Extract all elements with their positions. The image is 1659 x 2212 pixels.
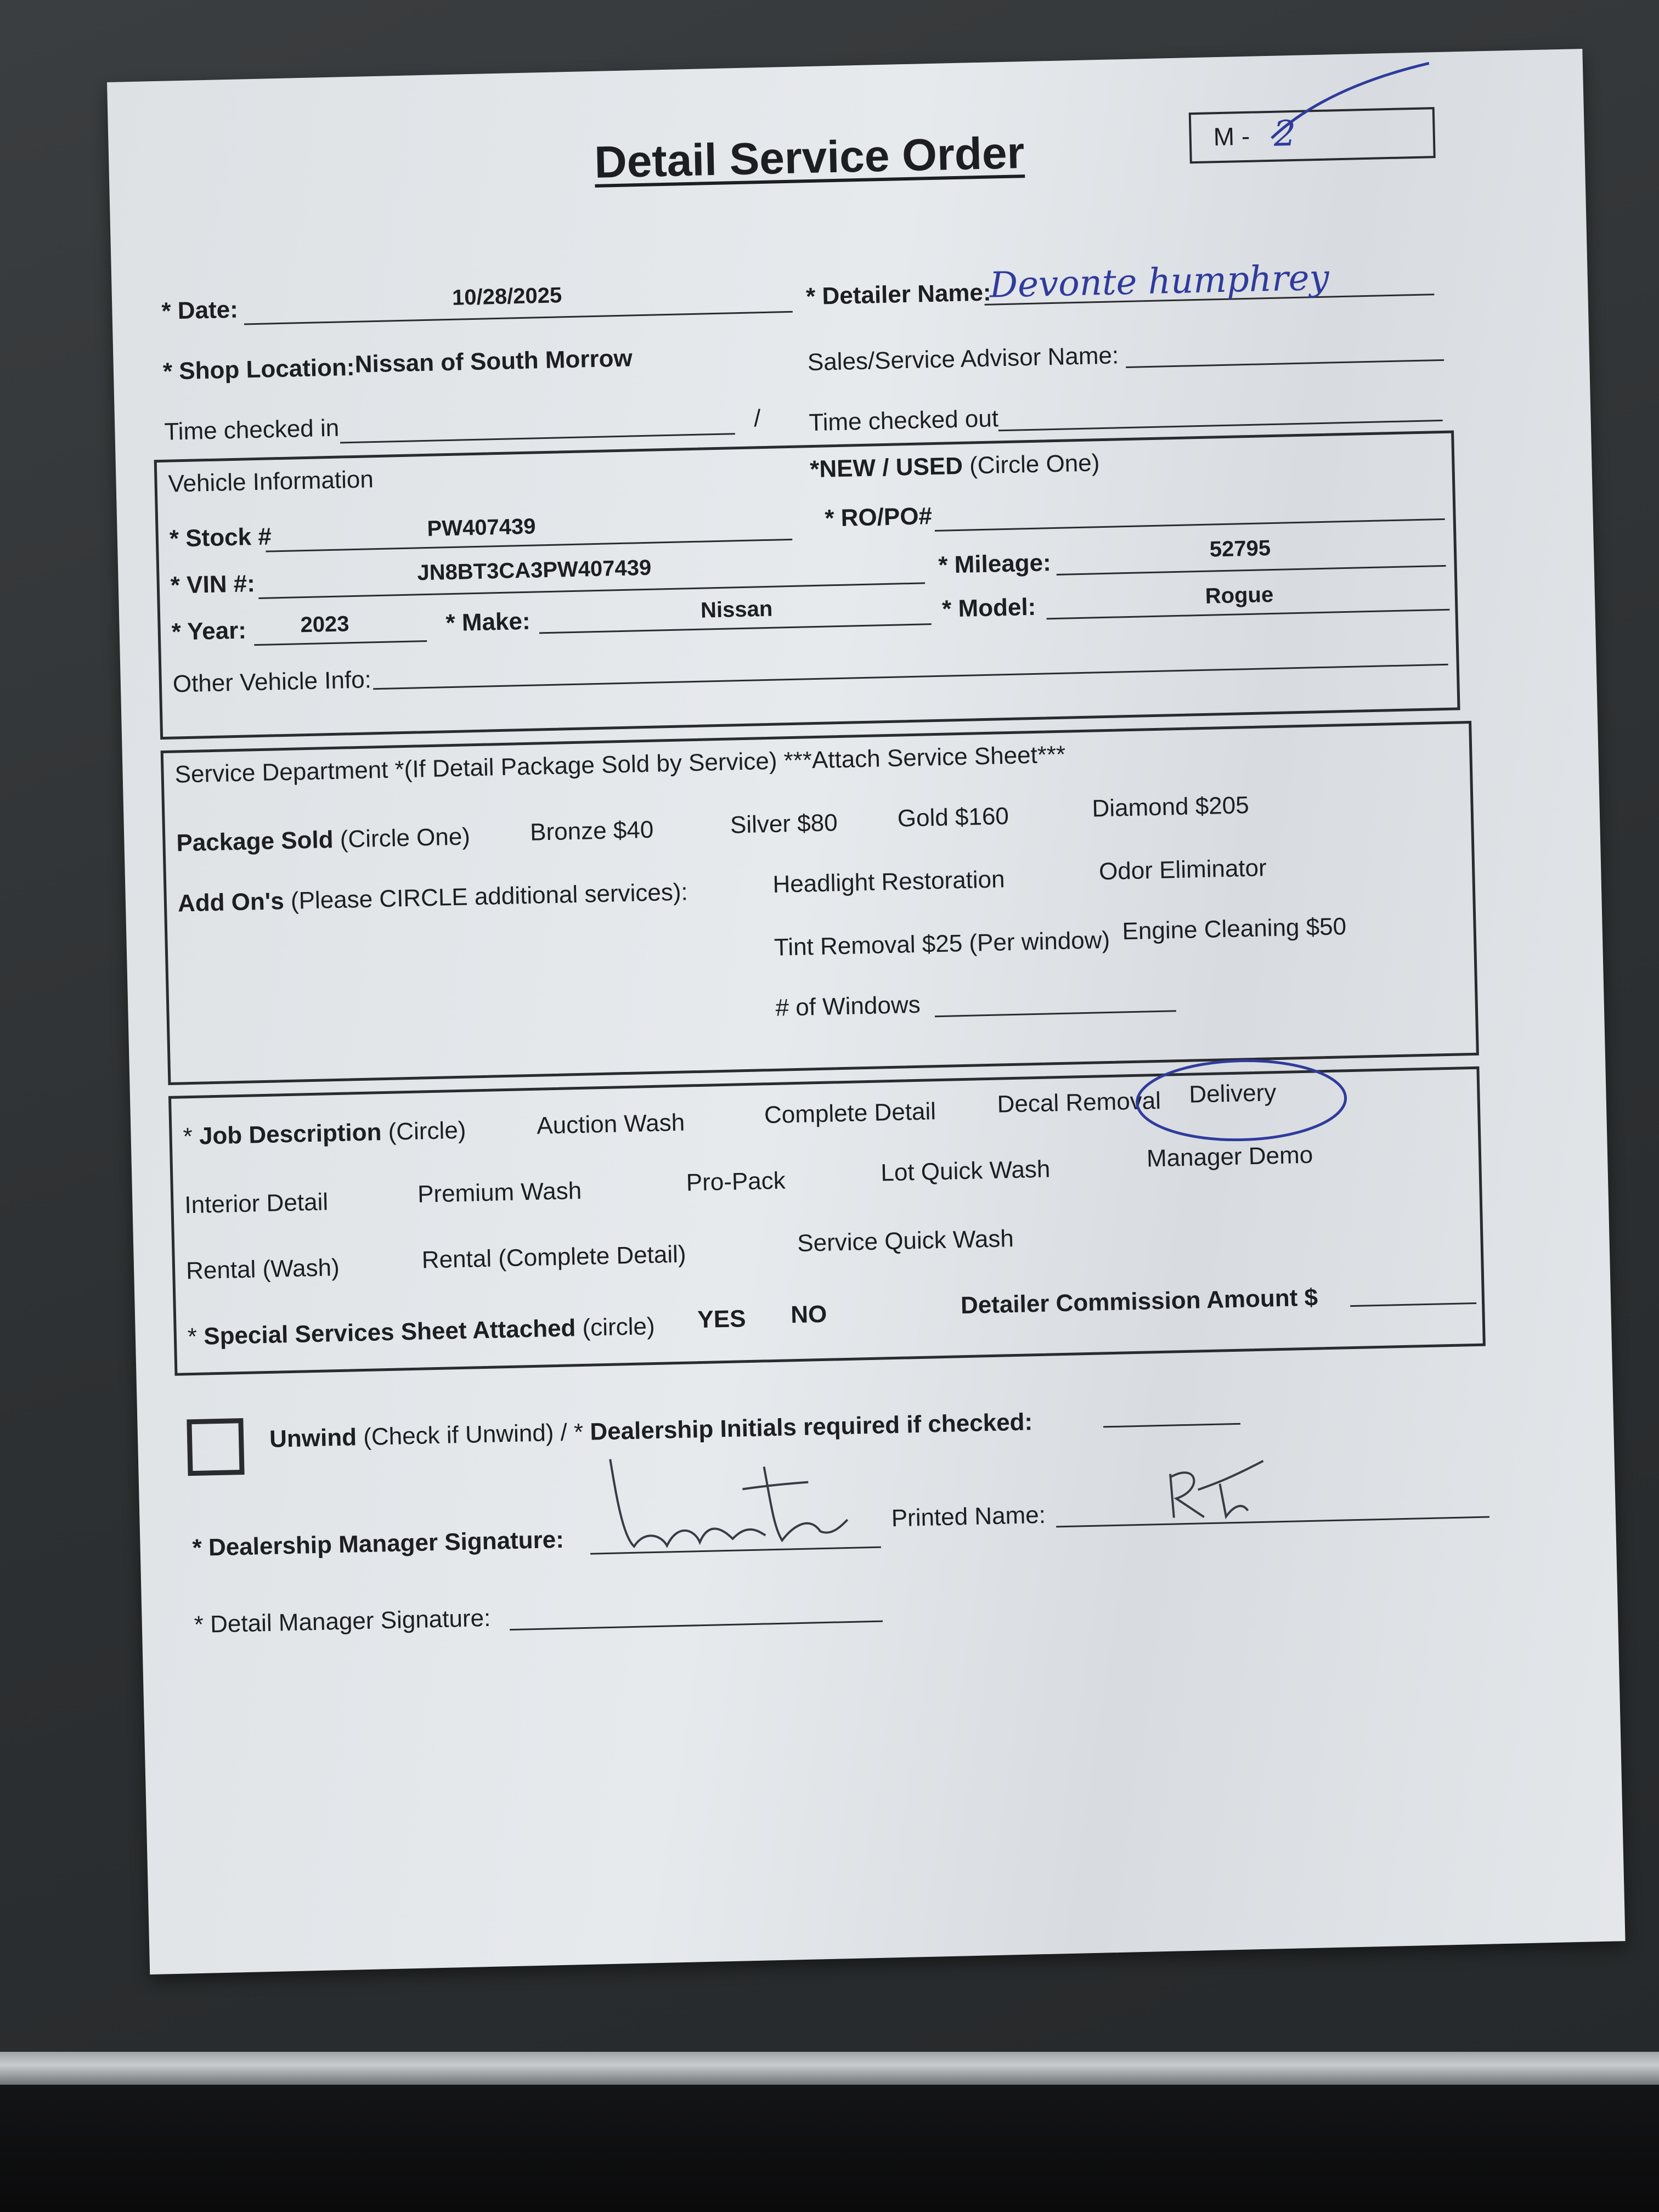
- vin-label: * VIN #:: [170, 570, 256, 599]
- shop-label: * Shop Location:: [162, 353, 355, 385]
- unwind-checkbox[interactable]: [187, 1418, 244, 1476]
- service-order-form: [107, 49, 1626, 1974]
- stock-value[interactable]: PW407439: [427, 514, 536, 541]
- other-info-label: Other Vehicle Info:: [172, 666, 372, 698]
- job-option[interactable]: Interior Detail: [184, 1188, 329, 1219]
- job-option[interactable]: Rental (Complete Detail): [421, 1240, 687, 1274]
- mileage-label: * Mileage:: [938, 549, 1052, 579]
- time-in-label: Time checked in: [163, 414, 340, 445]
- windows-label: # of Windows: [775, 991, 921, 1022]
- job-option[interactable]: Service Quick Wash: [797, 1225, 1014, 1257]
- job-label-hint: (Circle): [388, 1116, 466, 1146]
- advisor-line[interactable]: [1126, 359, 1444, 368]
- job-option[interactable]: Decal Removal: [997, 1087, 1161, 1118]
- unwind-label: [269, 1408, 1033, 1453]
- unwind-initials-line[interactable]: [1103, 1423, 1240, 1428]
- service-heading: Service Department *(If Detail Package Sold by Service) ***Attach Service Sheet***: [174, 741, 1066, 788]
- addon-option[interactable]: Odor Eliminator: [1098, 854, 1267, 885]
- detail-manager-signature-label: * Detail Manager Signature:: [194, 1604, 491, 1639]
- package-option[interactable]: Bronze $40: [529, 816, 654, 846]
- stock-label: * Stock #: [169, 523, 272, 552]
- package-option[interactable]: Diamond $205: [1091, 792, 1250, 822]
- commission-label: Detailer Commission Amount $: [960, 1284, 1318, 1319]
- time-in-line[interactable]: [340, 433, 735, 443]
- package-label-bold: Package Sold: [176, 826, 334, 857]
- manager-signature-scribble: [599, 1448, 865, 1564]
- checkmark-stroke: [1259, 52, 1436, 166]
- unwind-initials-label: Dealership Initials required if checked:: [589, 1408, 1033, 1446]
- job-option[interactable]: Premium Wash: [417, 1177, 582, 1208]
- time-separator: /: [753, 405, 761, 432]
- detail-manager-signature-line[interactable]: [510, 1621, 883, 1630]
- unwind-hint: (Check if Unwind) / *: [363, 1418, 590, 1451]
- unwind-bold: Unwind: [269, 1424, 357, 1453]
- special-yes-option[interactable]: YES: [697, 1305, 747, 1334]
- job-option[interactable]: Auction Wash: [536, 1109, 685, 1139]
- model-label: * Model:: [941, 593, 1036, 623]
- make-label: * Make:: [445, 607, 531, 637]
- addons-label-hint: (Please CIRCLE additional services):: [290, 878, 689, 915]
- printed-name-initials: [1164, 1449, 1297, 1528]
- job-option[interactable]: Rental (Wash): [185, 1254, 340, 1285]
- vehicle-heading: Vehicle Information: [168, 466, 374, 498]
- job-option[interactable]: Pro-Pack: [686, 1167, 786, 1197]
- advisor-label: Sales/Service Advisor Name:: [807, 342, 1119, 376]
- new-used-hint: (Circle One): [969, 449, 1100, 479]
- special-star: *: [187, 1323, 204, 1351]
- ro-label: * RO/PO#: [824, 503, 933, 532]
- mileage-value[interactable]: 52795: [1209, 536, 1271, 562]
- date-value[interactable]: 10/28/2025: [452, 283, 562, 310]
- job-option[interactable]: Manager Demo: [1146, 1141, 1313, 1172]
- vin-value[interactable]: JN8BT3CA3PW407439: [416, 555, 652, 585]
- delivery-circle-mark: [1133, 1053, 1355, 1151]
- job-option[interactable]: Lot Quick Wash: [880, 1155, 1051, 1187]
- date-label: * Date:: [161, 296, 239, 325]
- package-label-hint: (Circle One): [340, 823, 471, 853]
- page-title: Detail Service Order: [594, 128, 1025, 188]
- job-option-selected[interactable]: Delivery: [1188, 1079, 1277, 1108]
- year-label: * Year:: [171, 617, 247, 646]
- package-option[interactable]: Gold $160: [897, 803, 1009, 832]
- addons-label-bold: Add On's: [177, 888, 285, 917]
- special-bold: Special Services Sheet Attached: [203, 1314, 576, 1350]
- addon-option[interactable]: Tint Removal $25 (Per window): [774, 926, 1110, 961]
- detailer-value[interactable]: Devonte humphrey: [989, 257, 1330, 306]
- manager-signature-label: * Dealership Manager Signature:: [192, 1526, 565, 1562]
- shop-value[interactable]: Nissan of South Morrow: [354, 345, 633, 378]
- addon-option[interactable]: Engine Cleaning $50: [1122, 913, 1347, 945]
- special-hint: (circle): [582, 1312, 656, 1341]
- time-out-label: Time checked out: [808, 405, 999, 437]
- date-line: [244, 311, 793, 325]
- addon-option[interactable]: Headlight Restoration: [772, 866, 1006, 898]
- package-option[interactable]: Silver $80: [730, 809, 838, 839]
- new-used-label: *NEW / USED: [809, 452, 963, 483]
- m-box-label: M -: [1213, 121, 1250, 151]
- time-out-line[interactable]: [998, 420, 1443, 431]
- table-edge: [0, 2052, 1659, 2085]
- special-no-option[interactable]: NO: [790, 1300, 827, 1329]
- job-label-bold: Job Description: [199, 1119, 382, 1150]
- detailer-label: * Detailer Name:: [805, 279, 992, 311]
- model-value[interactable]: Rogue: [1205, 583, 1274, 608]
- job-label-star: *: [183, 1122, 200, 1150]
- floor-shadow: [0, 2085, 1659, 2212]
- make-value[interactable]: Nissan: [700, 596, 773, 623]
- printed-name-label: Printed Name:: [891, 1501, 1046, 1532]
- job-option[interactable]: Complete Detail: [764, 1098, 936, 1129]
- year-value[interactable]: 2023: [300, 612, 349, 637]
- m-box-handwritten: 2: [1273, 113, 1297, 155]
